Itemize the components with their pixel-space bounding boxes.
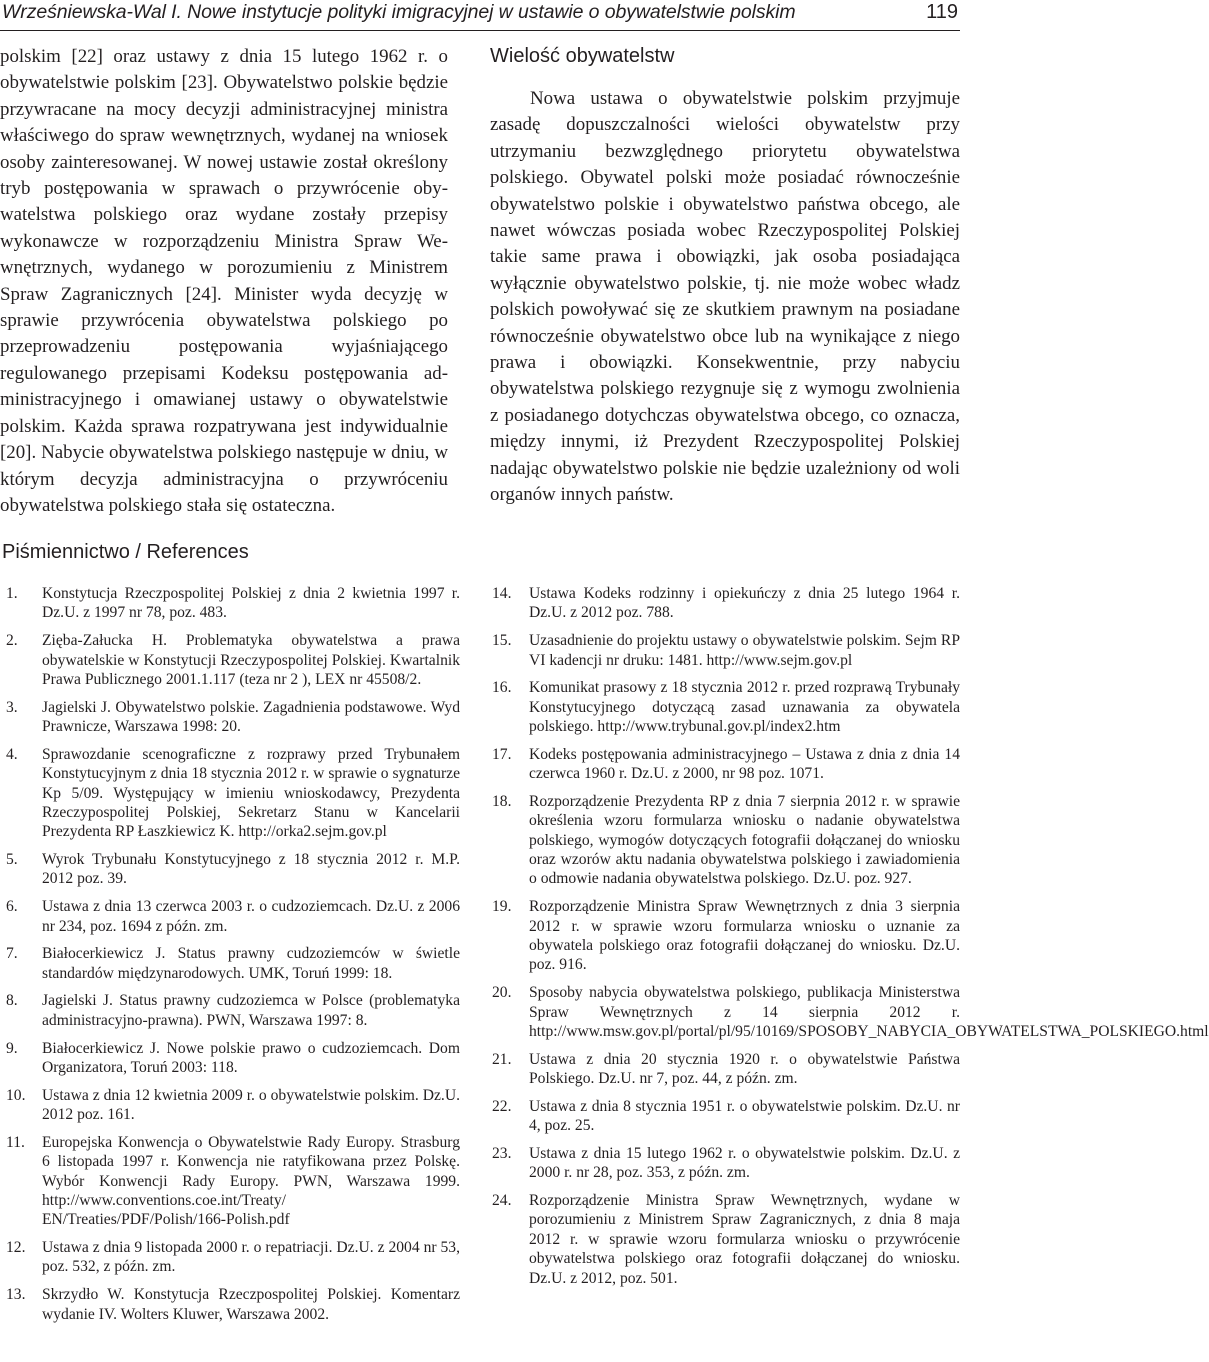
- body-paragraph: Nowa ustawa o obywatelstwie polskim przyjmuje zasadę dopuszczalności wielości obywatelstw przy utrzymaniu bezwzględnego priorytetu obywatelstwa polskiego. Obywatel polski może posiadać równocześnie obywatelstwo polskie i obywatelstwo państwa obcego, ale nawet wówczas posiada wobec Rzeczypospolitej Polskiej takie same prawa i obowiązki, jak osoba posiadająca wyłącznie obywatelstwo polskie, tj. nie może wobec władz polskich powoływać się ze skutkiem prawnym na posiadane równocześnie obywatelstwo obce lub na wynikające z niego prawa i obowiązki. Konsekwentnie, przy nabyciu obywatelstwa polskiego rezygnuje się z wymogu zwolnienia z posiadanego dotychczas obywatelstwa obcego, co oznacza, między innymi, iż Prezydent Rzeczypospolitej Polskiej nadając obywatelstwo polskie nie będzie uzależniony od woli organów innych państw.: [490, 88, 960, 506]
- reference-item: [6, 698, 460, 737]
- reference-text: Komunikat prasowy z 18 stycznia 2012 r. przed rozprawą Trybunały Konstytucyjnego dotyczącą zasad uznawania za obywatela polskiego. http://www.trybunal.gov.pl/index2.htm: [529, 679, 960, 736]
- reference-text: Zięba-Załucka H. Problematyka obywatelstwa a prawa obywatelskie w Konstytucji Rzeczypospolitej Polskiej. Kwartalnik Prawa Publicznego 2001.1.117 (teza nr 2 ), LEX nr 45508/2.: [42, 632, 460, 688]
- reference-number: 10.: [6, 1086, 26, 1104]
- reference-number: 12.: [6, 1239, 26, 1257]
- reference-text: Europejska Konwencja o Obywatelstwie Rady Europy. Strasburg 6 listopada 1997 r. Konwencja nie ratyfikowana przez Polskę. Wybór Konwencji Rady Europy. PWN, Warszawa 1999. http://www.conventions.coe.int/Treaty/ EN/Treaties/PDF/Polish/166-Polish.pdf: [42, 1133, 460, 1229]
- reference-item: [492, 678, 960, 736]
- reference-number: 5.: [6, 851, 18, 869]
- reference-item: [492, 983, 1209, 1041]
- reference-item: [6, 897, 460, 936]
- reference-item: [6, 1039, 460, 1078]
- reference-number: 23.: [492, 1144, 512, 1162]
- reference-item: [492, 631, 960, 670]
- reference-number: 13.: [6, 1286, 26, 1304]
- references-list-right: [492, 584, 1209, 1296]
- references-list-left: [6, 584, 460, 1332]
- reference-number: 19.: [492, 898, 512, 916]
- reference-item: [6, 1133, 460, 1230]
- reference-item: [492, 745, 960, 784]
- reference-item: [6, 1086, 460, 1125]
- reference-item: [492, 1050, 960, 1089]
- reference-number: 3.: [6, 698, 18, 716]
- running-header-title: Wrześniewska-Wal I. Nowe instytucje polityki imigracyjnej w ustawie o obywatelstwie polskim: [2, 1, 796, 23]
- page-number: 119: [926, 1, 958, 23]
- reference-number: 17.: [492, 745, 512, 763]
- reference-text: Białocerkiewicz J. Nowe polskie prawo o cudzoziemcach. Dom Organizatora, Toruń 2003: 118.: [42, 1039, 460, 1076]
- reference-text: Ustawa Kodeks rodzinny i opiekuńczy z dnia 25 lutego 1964 r. Dz.U. z 2012 poz. 788.: [529, 585, 960, 622]
- reference-item: [492, 897, 960, 975]
- reference-text: Ustawa z dnia 8 stycznia 1951 r. o obywatelstwie polskim. Dz.U. nr 4, poz. 25.: [529, 1097, 960, 1135]
- section-heading: Wielość obywatelstw: [490, 45, 675, 67]
- reference-number: 6.: [6, 898, 18, 916]
- reference-text: Jagielski J. Obywatelstwo polskie. Zagadnienia podstawowe. Wyd Prawnicze, Warszawa 1998: 20.: [42, 698, 460, 736]
- body-paragraph: polskim [22] oraz ustawy z dnia 15 lutego 1962 r. o obywatelstwie polskim [23]. Obywatelstwo polskie będzie przywracane na mocy decyzji administracyjnej ministra właściwego do spraw wewnętrznych, wydanej na wniosek osoby zainteresowanej. W nowej ustawie został określony tryb postępowania w sprawach o przywrócenie obywatelstwa polskiego oraz wydane zostały przepisy wykonawcze w rozporządzeniu Ministra Spraw Wewnętrznych, wydanego w porozumieniu z Ministrem Spraw Zagranicznych [24]. Minister wyda decyzję w sprawie przywrócenia obywatelstwa polskiego po przeprowadzeniu postępowania wyjaśniającego regulowanego przepisami Kodeksu postępowania administracyjnego i omawianej ustawy o obywatelstwie polskim. Każda sprawa rozpatrywana jest indywidualnie [20]. Nabycie obywatelstwa polskiego następuje w dniu, w którym decyzja administracyjna o przywróceniu obywatelstwa polskiego stała się ostateczna.: [0, 46, 448, 516]
- reference-item: [6, 745, 460, 842]
- reference-text: Wyrok Trybunału Konstytucyjnego z 18 stycznia 2012 r. M.P. 2012 poz. 39.: [42, 851, 460, 888]
- left-text-column: [0, 44, 448, 519]
- reference-text: Białocerkiewicz J. Status prawny cudzoziemców w świetle standardów międzynarodowych. UMK, Toruń 1999: 18.: [42, 945, 460, 982]
- reference-item: [6, 1285, 460, 1324]
- reference-text: Sprawozdanie scenograficzne z rozprawy przed Trybunałem Konstytucyjnym z dnia 18 stycznia 2012 r. w sprawie o sygnaturze Kp 5/09. Występujący w imieniu wnioskodawcy, Prezydenta Rzeczypospolitej Polskiej, Sekretarz Stanu w Kancelarii Prezydenta RP Łaszkiewicz K. http://orka2.sejm.gov.pl: [42, 745, 460, 841]
- reference-number: 18.: [492, 792, 512, 810]
- reference-item: [6, 584, 460, 623]
- reference-text: Skrzydło W. Konstytucja Rzeczpospolitej Polskiej. Komentarz wydanie IV. Wolters Kluwer, Warszawa 2002.: [42, 1286, 460, 1323]
- reference-number: 8.: [6, 992, 18, 1010]
- reference-item: [6, 991, 460, 1030]
- reference-number: 2.: [6, 632, 18, 650]
- reference-number: 21.: [492, 1050, 512, 1068]
- reference-number: 4.: [6, 745, 18, 763]
- reference-text: Ustawa z dnia 9 listopada 2000 r. o repatriacji. Dz.U. z 2004 nr 53, poz. 532, z późn. zm.: [42, 1239, 460, 1276]
- reference-text: Rozporządzenie Ministra Spraw Wewnętrznych, wydane w porozumieniu z Ministrem Spraw Zagranicznych, z dnia 8 maja 2012 r. w sprawie wzoru formularza wniosku o przywrócenie obywatelstwa polskiego oraz fotografii dołączanej do wniosku. Dz.U. z 2012, poz. 501.: [529, 1191, 960, 1287]
- reference-item: [6, 944, 460, 983]
- running-header: [0, 0, 960, 31]
- reference-text: Ustawa z dnia 12 kwietnia 2009 r. o obywatelstwie polskim. Dz.U. 2012 poz. 161.: [42, 1086, 460, 1124]
- reference-number: 7.: [6, 945, 18, 963]
- reference-item: [6, 1238, 460, 1277]
- reference-number: 15.: [492, 632, 512, 650]
- reference-text: Ustawa z dnia 13 czerwca 2003 r. o cudzoziemcach. Dz.U. z 2006 nr 234, poz. 1694 z późn. zm.: [42, 898, 460, 935]
- reference-number: 20.: [492, 984, 512, 1002]
- reference-item: [6, 631, 460, 689]
- right-text-column: [490, 44, 960, 509]
- reference-item: [6, 850, 460, 889]
- reference-item: [492, 1097, 960, 1136]
- reference-text: Jagielski J. Status prawny cudzoziemca w Polsce (problematyka administracyjno-prawna). PWN, Warszawa 1997: 8.: [42, 992, 460, 1029]
- reference-text: Ustawa z dnia 15 lutego 1962 r. o obywatelstwie polskim. Dz.U. z 2000 r. nr 28, poz. 353, z późn. zm.: [529, 1144, 960, 1182]
- reference-number: 24.: [492, 1191, 512, 1209]
- reference-number: 1.: [6, 585, 18, 602]
- reference-text: Rozporządzenie Prezydenta RP z dnia 7 sierpnia 2012 r. w sprawie określenia wzoru formularza wniosku o nadanie obywatelstwa polskiego, wymogów dotyczących fotografii dołączanej do wniosku oraz wzorów aktu nadania obywatelstwa polskiego i zawiadomienia o odmowie nadania obywatelstwa polskiego. Dz.U. poz. 927.: [529, 792, 960, 888]
- reference-text: Konstytucja Rzeczpospolitej Polskiej z dnia 2 kwietnia 1997 r. Dz.U. z 1997 nr 78, poz. 483.: [42, 585, 460, 622]
- reference-text: Uzasadnienie do projektu ustawy o obywatelstwie polskim. Sejm RP VI kadencji nr druku: 1481. http://www.sejm.gov.pl: [529, 632, 960, 669]
- reference-item: [492, 1144, 960, 1183]
- reference-item: [492, 1191, 960, 1288]
- reference-text: Kodeks postępowania administracyjnego – Ustawa z dnia z dnia 14 czerwca 1960 r. Dz.U. z 2000, nr 98 poz. 1071.: [529, 745, 960, 783]
- reference-text: Ustawa z dnia 20 stycznia 1920 r. o obywatelstwie Państwa Polskiego. Dz.U. nr 7, poz. 44, z późn. zm.: [529, 1050, 960, 1088]
- reference-text: Rozporządzenie Ministra Spraw Wewnętrznych z dnia 3 sierpnia 2012 r. w sprawie wzoru formularza wniosku o uznanie za obywatela polskiego oraz fotografii dołączanej do wniosku. Dz.U. poz. 916.: [529, 898, 960, 974]
- reference-number: 22.: [492, 1097, 512, 1115]
- reference-item: [492, 792, 960, 889]
- reference-number: 9.: [6, 1039, 18, 1057]
- reference-item: [492, 584, 960, 623]
- reference-number: 11.: [6, 1133, 25, 1151]
- reference-number: 14.: [492, 585, 512, 602]
- reference-number: 16.: [492, 679, 512, 697]
- references-heading: Piśmiennictwo / References: [2, 541, 249, 563]
- reference-text: Sposoby nabycia obywatelstwa polskiego, publikacja Ministerstwa Spraw Wewnętrznych z 14 sierpnia 2012 r. http://www.msw.gov.pl/portal/pl/95/10169/SPOSOBY_NABYCIA_OBYWATELSTWA_POLSKIEGO.html: [529, 984, 1209, 1040]
